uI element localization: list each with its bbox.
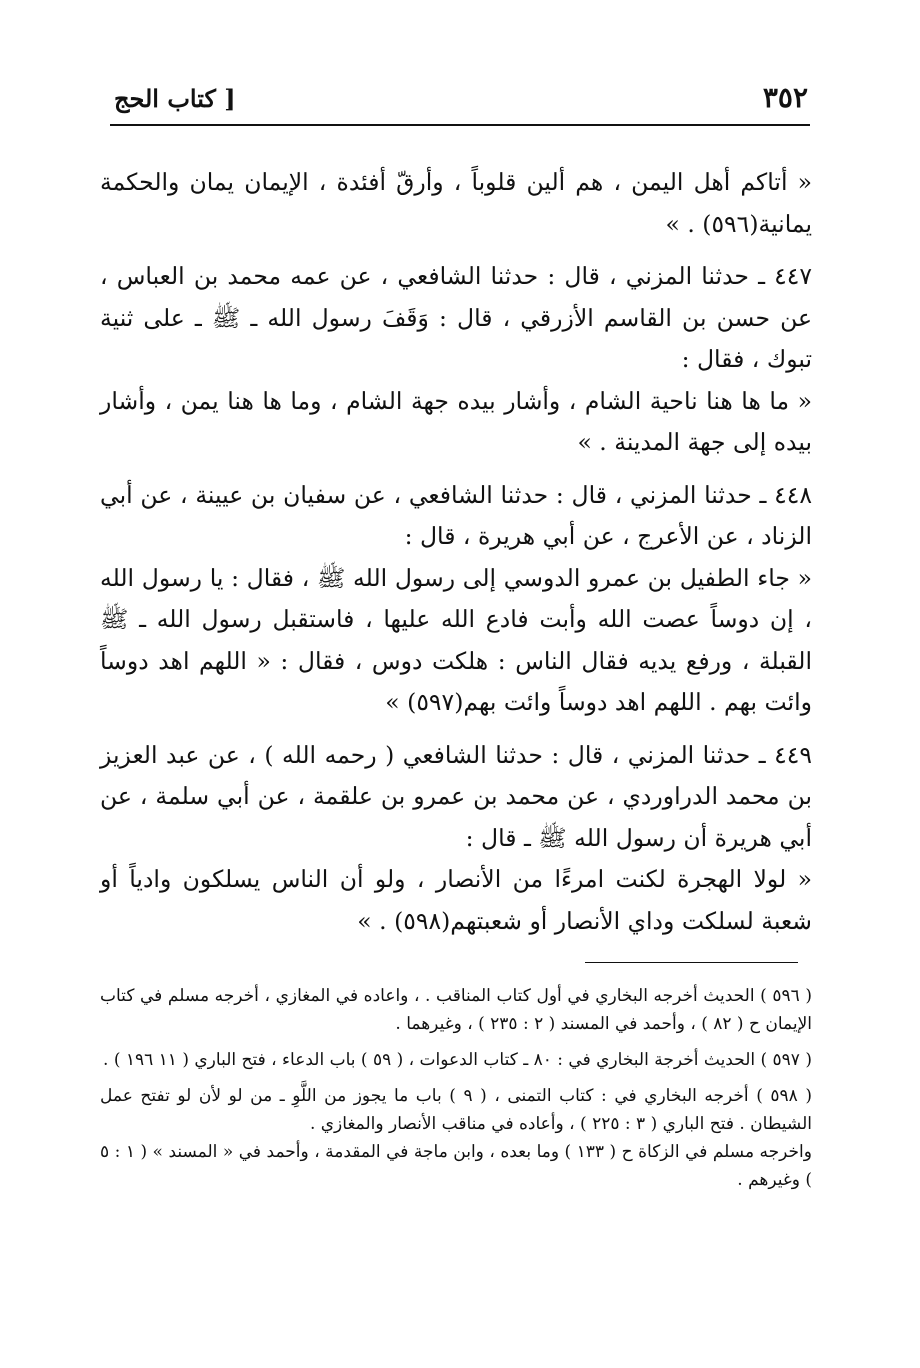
- header-rule: [110, 124, 810, 126]
- hadith-449-chain: ٤٤٩ ـ حدثنا المزني ، قال : حدثنا الشافعي ( رحمه الله ) ، عن عبد العزيز بن محمد الدراوردي ، عن محمد بن عمرو بن علقمة ، عن أبي سلمة ، عن أبي هريرة أن رسول الله ﷺ ـ قال :: [100, 740, 812, 852]
- main-text: [100, 162, 812, 942]
- footnote-598-continued: واخرجه مسلم في الزكاة ح ( ١٣٣ ) وما بعده ، وابن ماجة في المقدمة ، وأحمد في « المسند » ( ١ : ٥ ) وغيرهم .: [100, 1142, 812, 1190]
- running-title: [ كتاب الحج: [114, 84, 236, 113]
- footnote-596: ( ٥٩٦ ) الحديث أخرجه البخاري في أول كتاب المناقب . ، واعاده في المغازي ، أخرجه مسلم في كتاب الإيمان ح ( ٨٢ ) ، وأحمد في المسند ( ٢ : ٢٣٥ ) ، وغيرهما .: [100, 986, 812, 1034]
- hadith-447-text: « ما ها هنا ناحية الشام ، وأشار بيده جهة الشام ، وما ها هنا يمن ، وأشار بيده إلى جهة المدينة . »: [100, 386, 812, 456]
- hadith-text-446-end: « أتاكم أهل اليمن ، هم ألين قلوباً ، وأرقّ أفئدة ، الإيمان يمان والحكمة يمانية(٥٩٦) . »: [100, 168, 812, 238]
- hadith-448-chain: ٤٤٨ ـ حدثنا المزني ، قال : حدثنا الشافعي ، عن سفيان بن عيينة ، عن أبي الزناد ، عن الأعرج ، عن أبي هريرة ، قال :: [100, 480, 812, 550]
- hadith-447-chain: ٤٤٧ ـ حدثنا المزني ، قال : حدثنا الشافعي ، عن عمه محمد بن العباس ، عن حسن بن القاسم الأزرقي ، قال : وَقَفَ رسول الله ـ ﷺ ـ على ثنية تبوك ، فقال :: [100, 262, 812, 373]
- footnote-598: ( ٥٩٨ ) أخرجه البخاري في : كتاب التمنى ، ( ٩ ) باب ما يجوز من اللَّوِ ـ من لو لأن لو تفتح عمل الشيطان . فتح الباري ( ٣ : ٢٢٥ ) ، وأعاده في مناقب الأنصار والمغازي .: [100, 1086, 812, 1134]
- footnotes: [100, 982, 812, 1194]
- hadith-449-text: « لولا الهجرة لكنت امرءًا من الأنصار ، ولو أن الناس يسلكون وادياً أو شعبة لسلكت وداي الأنصار أو شعبتهم(٥٩٨) . »: [100, 865, 812, 935]
- page-header: [110, 78, 810, 118]
- footnote-597: ( ٥٩٧ ) الحديث أخرجة البخاري في : ٨٠ ـ كتاب الدعوات ، ( ٥٩ ) باب الدعاء ، فتح الباري ( ١١ ١٩٦ ) .: [103, 1050, 812, 1070]
- page-number: ٣٥٢: [762, 81, 808, 114]
- hadith-448-text: « جاء الطفيل بن عمرو الدوسي إلى رسول الله ﷺ ، فقال : يا رسول الله ، إن دوساً عصت الله وأبت فادع الله عليها ، فاستقبل رسول الله ـ ﷺ القبلة ، ورفع يديه فقال الناس : هلكت دوس ، فقال : « اللهم اهد دوساً وائت بهم . اللهم اهد دوساً وائت بهم(٥٩٧) »: [100, 563, 812, 716]
- footnote-rule: [585, 962, 798, 963]
